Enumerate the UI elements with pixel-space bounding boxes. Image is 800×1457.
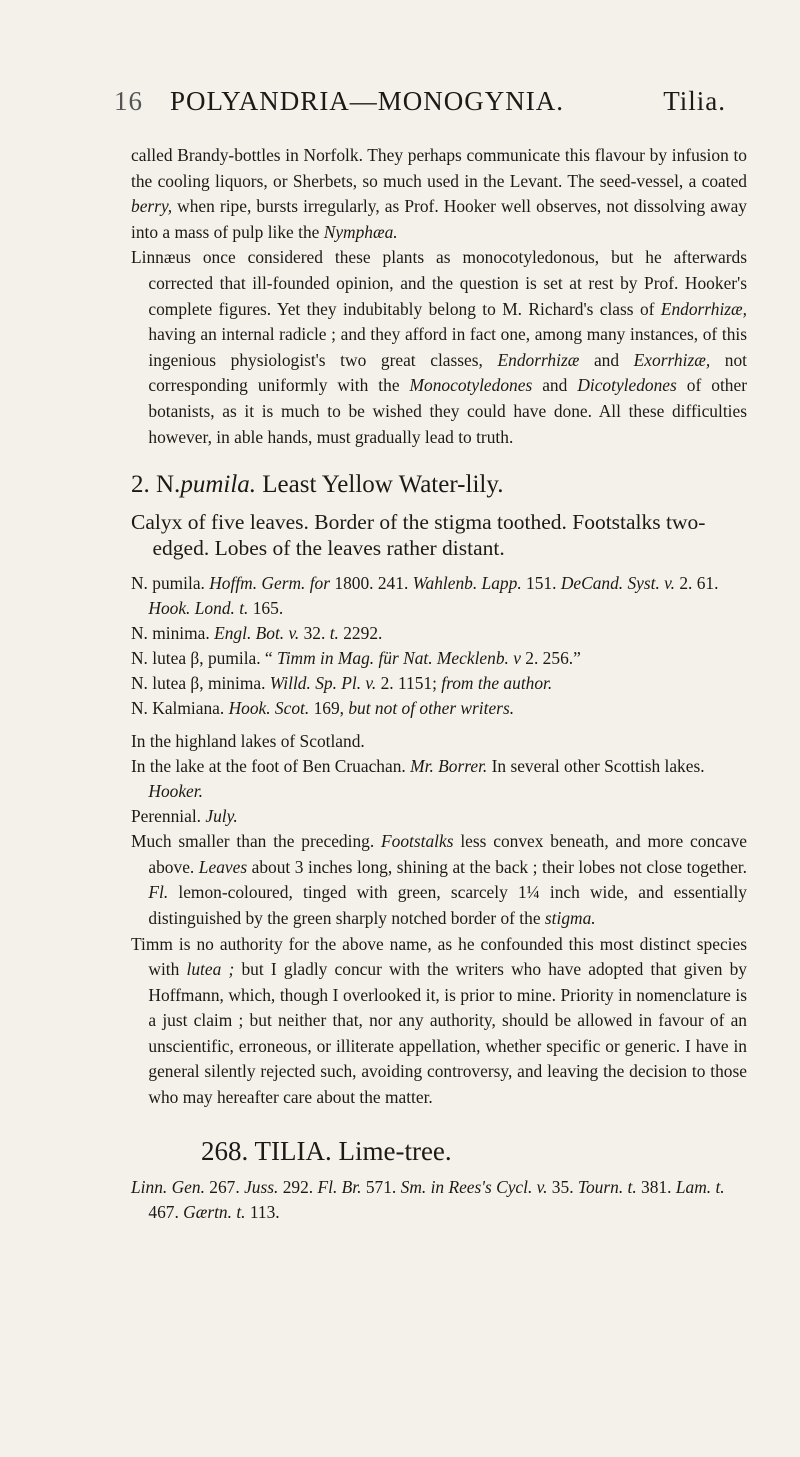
species-genus-abbr: N. [156, 471, 181, 499]
species-heading [131, 469, 747, 501]
page-body [131, 143, 747, 1225]
synonym-entry: N. lutea β, pumila. “ Timm in Mag. für Nat. Mecklenb. v 2. 256.” [131, 648, 581, 669]
genus-number: 268. [201, 1135, 249, 1166]
page-title: POLYANDRIA—MONOGYNIA. [170, 86, 565, 116]
intro-paragraph-2: Linnæus once considered these plants as monocotyledonous, but he afterwards corrected that ill-founded opinion, and the question is set at rest by Prof. Hooker's complete figures. Yet they indubitably belong to M. Richard's class of Endorrhizæ, having an internal radicle ; and they afford in fact one, among many instances, of this ingenious physiologist's two great classes, Endorrhizæ and Exorrhizæ, not corresponding uniformly with the Monocotyledones and Dicotyledones of other botanists, as it is much to be wished they could have done. All these difficulties however, in able hands, must gradually lead to truth. [131, 247, 748, 447]
synonym-entry: N. Kalmiana. Hook. Scot. 169, but not of other writers. [131, 698, 515, 719]
genus-heading [201, 1135, 747, 1167]
genus-common-name: Lime-tree. [338, 1135, 452, 1166]
running-header [114, 80, 726, 124]
synonym-entry: N. pumila. Hoffm. Germ. for 1800. 241. Wahlenb. Lapp. 151. DeCand. Syst. v. 2. 61. Hook. Lond. t. 165. [131, 573, 719, 619]
description-paragraph: Timm is no authority for the above name, as he confounded this most distinct species with lutea ; but I gladly concur with the writers who have adopted that given by Hoffmann, which, though I overlooked it, is prior to mine. Priority in nomenclature is a just claim ; but neither that, nor any authority, should be allowed in favour of an unscientific, erroneous, or illiterate appellation, whether specific or generic. I have in general silently rejected such, avoiding controversy, and leaving the decision to those who may hereafter care about the matter. [131, 933, 747, 1108]
genus-references: Linn. Gen. 267. Juss. 292. Fl. Br. 571. Sm. in Rees's Cycl. v. 35. Tourn. t. 381. Lam. t. 467. Gærtn. t. 113. [131, 1176, 725, 1222]
synonym-list [131, 571, 747, 721]
genus-name: TILIA. [254, 1135, 332, 1166]
description-list [131, 829, 747, 1111]
habitat-entry: In the lake at the foot of Ben Cruachan. Mr. Borrer. In several other Scottish lakes. Hooker. [131, 756, 705, 802]
intro-paragraph-1: called Brandy-bottles in Norfolk. They perhaps communicate this flavour by infusion to the cooling liquors, or Sherbets, so much used in the Levant. The seed-vessel, a coated berry, when ripe, bursts irregularly, as Prof. Hooker well observes, not dissolving away into a mass of pulp like the Nymphæa. [131, 145, 747, 242]
habitat-entry: Perennial. July. [131, 806, 238, 827]
synonym-entry: N. minima. Engl. Bot. v. 32. t. 2292. [131, 623, 383, 644]
species-epithet: pumila. [180, 471, 257, 499]
description-paragraph: Much smaller than the preceding. Footstalks less convex beneath, and more concave above. Leaves about 3 inches long, shining at the back ; their lobes not close together. Fl. lemon-coloured, tinged with green, scarcely 1¼ inch wide, and essentially distinguished by the green sharply notched border of the stigma. [131, 831, 747, 928]
running-genus: Tilia. [663, 86, 726, 116]
habitat-list [131, 729, 747, 829]
page-number: 16 [114, 86, 143, 116]
habitat-entry: In the highland lakes of Scotland. [131, 731, 365, 752]
species-number: 2. [131, 471, 150, 499]
synonym-entry: N. lutea β, minima. Willd. Sp. Pl. v. 2. 1151; from the author. [131, 673, 553, 694]
species-characters: Calyx of five leaves. Border of the stigma toothed. Footstalks two-edged. Lobes of the leaves rather distant. [131, 510, 706, 561]
species-common-name: Least Yellow Water-lily. [262, 471, 504, 499]
